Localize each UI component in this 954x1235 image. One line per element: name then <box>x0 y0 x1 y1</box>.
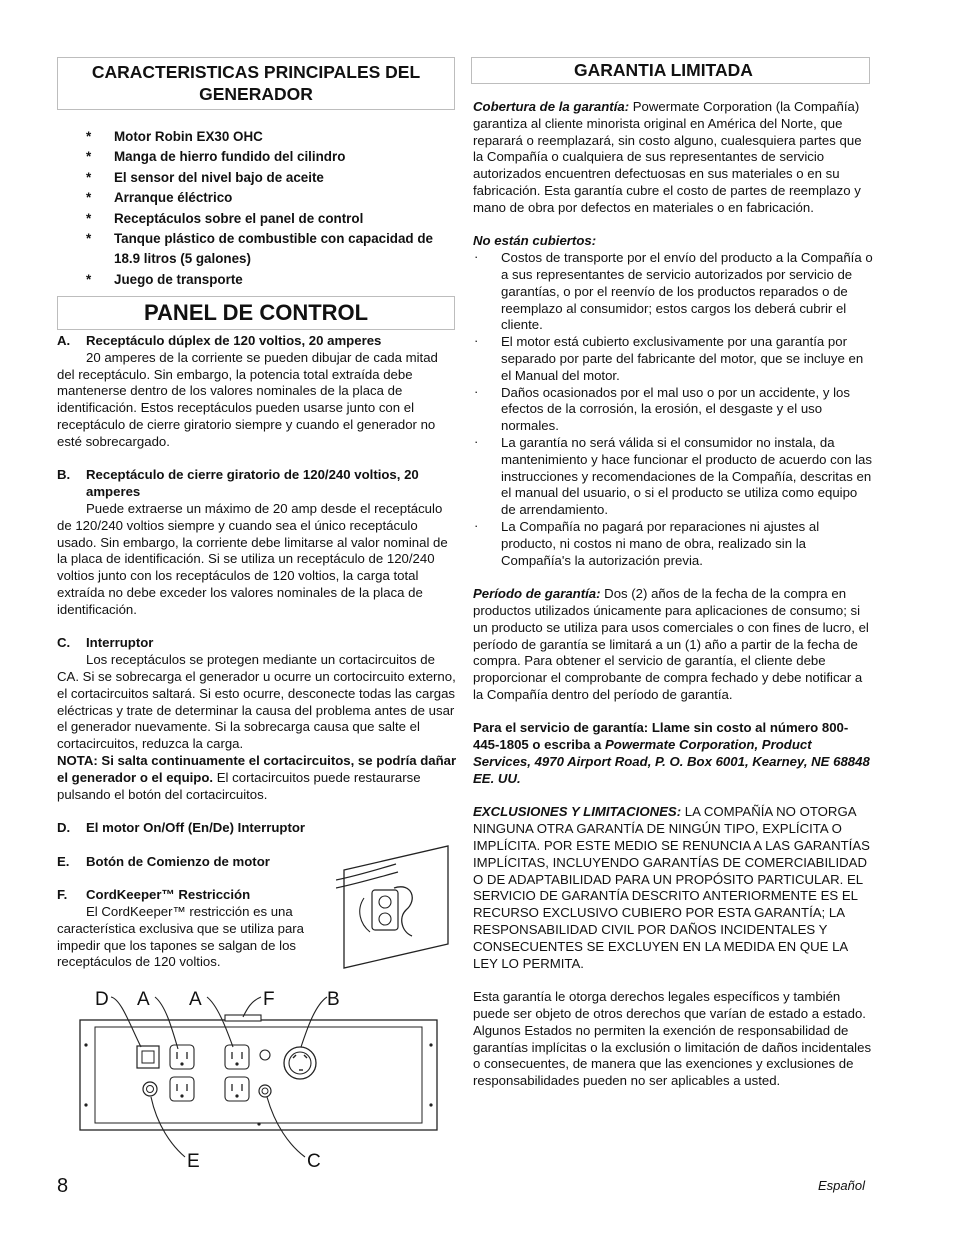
section-c: C. Interruptor Los receptáculos se protegen mediante un cortacircuitos de CA. Si se sobrecarga el generador u ocurre un cortocircuito externo, el cortacircuitos saltará. Si esto ocurre, desconecte todas las cargas eléctricas y trate de determinar la causa del problema antes de usar el generador nuevamente. Si la sobrecarga causa que salte el cortacircuitos, reduzca la carga. NOTA: Si salta continuamente el cortacircuitos, se podría dañar el generador o el equipo. El cortacircuitos puede restaurarse pulsando el botón del cortacircuitos. <box>57 635 457 802</box>
list-item: * Manga de hierro fundido del cilindro <box>86 149 346 165</box>
period-paragraph: Período de garantía: Dos (2) años de la fecha de la compra en productos utilizados únicamente para aplicaciones de consumo; si un producto se utiliza para usos comerciales o con fines de lucro, el período de garantía se limitará a un (1) año a partir de la fecha de compra. Para obtener el servicio de garantía, el cliente debe proporcionar el comprobante de compra fechado y debe notificar a la Compañía dentro del período de garantía. <box>473 586 869 702</box>
list-item: · La garantía no será válida si el consumidor no instala, da mantenimiento y hace funcionar el producto de acuerdo con las instrucciones y recomendaciones de la Compañía, descritas en el manual del usuario, o si el producto se utiliza como equipo de arrendamiento. <box>474 433 872 518</box>
section-d: D. El motor On/Off (En/De) Interruptor <box>57 820 306 836</box>
label-b: B <box>327 989 340 1010</box>
control-panel-diagram <box>75 985 445 1170</box>
service-paragraph: Para el servicio de garantía: Llame sin costo al número 800-445-1805 o escriba a Powermate Corporation, Product Services, 4970 Airport Road, P. O. Box 6001, Kearney, NE 68848 EE. UU. <box>473 720 870 786</box>
label-f: F <box>263 989 275 1010</box>
label-a-2: A <box>189 989 202 1010</box>
note-text: NOTA: Si salta continuamente el cortacircuitos, se podría dañar el generador o el equipo. <box>57 752 457 785</box>
page-number: 8 <box>57 1175 69 1197</box>
cordkeeper-illustration <box>336 840 456 970</box>
section-f: F. CordKeeper™ Restricción El CordKeeper™ restricción es una característica exclusiva que se utiliza para impedir que los tapones se salgan de los receptáculos de 120 voltios. <box>57 887 305 970</box>
label-a-1: A <box>137 989 150 1010</box>
list-item: · Daños ocasionados por el mal uso o por un accidente, y los efectos de la corrosión, la erosión, el desgaste y el uso normales. <box>474 383 850 434</box>
warranty-heading: GARANTIA LIMITADA <box>471 57 870 84</box>
label-d: D <box>95 989 109 1010</box>
features-list <box>86 127 456 290</box>
list-item: * Arranque éléctrico <box>86 190 233 206</box>
list-item: * Juego de transporte <box>86 271 243 287</box>
coverage-paragraph: Cobertura de la garantía: Powermate Corporation (la Compañía) garantiza al cliente minorista original en América del Norte, que reparará o reemplazará, sin costo alguno, cualesquiera partes que la Compañía o cualquiera de sus representantes de servicio autorizados encuentren defectuosas en sus materiales o en su fabricación. Esta garantía cubre el costo de partes de reemplazo y mano de obra por defectos en materiales o en fabricación. <box>473 99 862 215</box>
warranty-text <box>473 99 873 1107</box>
list-item: * Tanque plástico de combustible con capacidad de 18.9 litros (5 galones) <box>86 231 433 267</box>
list-item: · La Compañía no pagará por reparaciones ni ajustes al producto, ni costos ni mano de obra, realizado sin la Compañía's la autorización previa. <box>474 517 820 568</box>
section-e: E. Botón de Comienzo de motor <box>57 853 270 869</box>
not-covered-list <box>473 250 873 569</box>
list-item: * Motor Robin EX30 OHC <box>86 129 263 144</box>
control-panel-heading: PANEL DE CONTROL <box>57 296 455 330</box>
section-b: B. Receptáculo de cierre giratorio de 120/240 voltios, 20 amperes Puede extraerse un máximo de 20 amp desde el receptáculo de 120/240 voltios siempre y cuando sea el único receptáculo usado. Sin embargo, la corriente debe limitarse al valor nominal de la placa de identificación. Si se utiliza un receptáculo de 120/240 voltios junto con los receptáculos de 120 voltios, la carga total extraída no debe exceder los valores nominales de la placa de identificación. <box>57 467 448 617</box>
final-paragraph: Esta garantía le otorga derechos legales específicos y también puede ser objeto de otros derechos que varían de estado a estado. Algunos Estados no permiten la exención de responsabilidad de garantías implícitas o la exclusión o limitación de daños incidentales o consecuentes, de manera que las exenciones y exclusiones de responsabilidades pueden no ser aplicables a usted. <box>473 989 872 1089</box>
list-item: * Receptáculos sobre el panel de control <box>86 210 364 226</box>
section-a: A. Receptáculo dúplex de 120 voltios, 20 amperes 20 amperes de la corriente se pueden dibujar de cada mitad del receptáculo. Sin embargo, la potencia total extraída debe mantenerse dentro de los valores nominales de la placa de identificación. Estos receptáculos pueden usarse junto con el receptáculo de cierre giratorio siempre y cuando el generador no esté sobrecargado. <box>57 333 438 449</box>
list-item: · El motor está cubierto exclusivamente por una garantía por separado por parte del fabricante del motor, que se incluye en el Manual del motor. <box>474 333 864 383</box>
language-label: Español <box>818 1178 865 1193</box>
label-e: E <box>187 1151 200 1170</box>
features-heading: CARACTERISTICAS PRINCIPALES DEL GENERADOR <box>57 57 455 110</box>
list-item: * El sensor del nivel bajo de aceite <box>86 169 324 185</box>
exclusions-paragraph: EXCLUSIONES Y LIMITACIONES: LA COMPAÑÍA NO OTORGA NINGUNA OTRA GARANTÍA DE NINGÚN TIPO, EXPLÍCITA O IMPLÍCITA. POR ESTE MEDIO SE RENUNCIA A LAS GARANTÍAS IMPLÍCITAS, INCLUYENDO GARANTÍAS DE COMERCIABILIDAD O DE ADAPTABILIDAD PARA UN PROPÓSITO PARTICULAR. EL SERVICIO DE GARANTÍA DESCRITO ANTERIORMENTE ES EL RECURSO EXCLUSIVO CUBIERO POR ESTA GARANTÍA; LA RESPONSABILIDAD CIVIL POR DAÑOS INCIDENTALES Y CONSECUENTES SE EXCLUYEN EN LA MEDIDA EN QUE LA LEY LO PERMITA. <box>473 804 870 971</box>
not-covered-label: No están cubiertos: <box>473 233 597 249</box>
list-item: · Costos de transporte por el envío del producto a la Compañía o a sus representantes de servicio autorizados por servicio de garantías, o por el reenvío de los productos reparados o de reemplazo al consumidor; estos cargos los deberá cubrir el cliente. <box>474 249 873 333</box>
label-c: C <box>307 1151 321 1170</box>
